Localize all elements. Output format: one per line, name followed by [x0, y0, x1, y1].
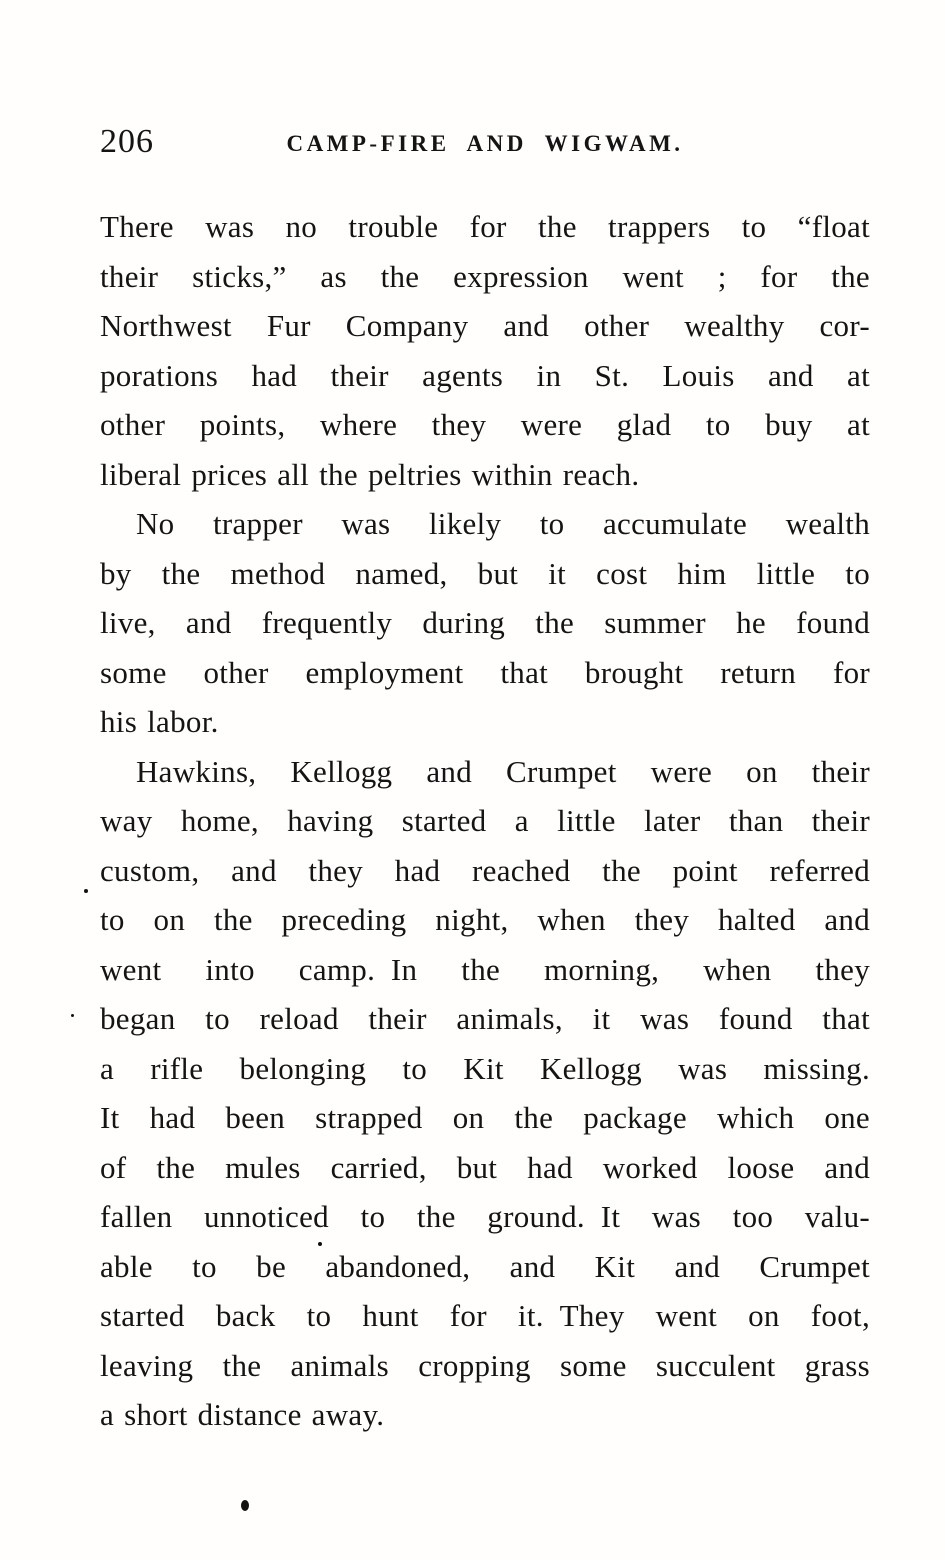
- text-line: way home, having started a little later than their: [100, 803, 870, 838]
- ink-speck: [71, 1014, 74, 1017]
- text-line: other points, where they were glad to buy at: [100, 407, 870, 442]
- text-line: leaving the animals cropping some succulent grass: [100, 1347, 870, 1383]
- text-line: their sticks,” as the expression went ; for the: [100, 258, 870, 294]
- text-line: a short distance away.: [100, 1397, 385, 1432]
- text-line: by the method named, but it cost him little to: [100, 555, 870, 591]
- text-line: Northwest Fur Company and other wealthy cor-: [100, 308, 870, 343]
- text-line: a rifle belonging to Kit Kellogg was missing.: [100, 1050, 870, 1086]
- text-line: liberal prices all the peltries within reach.: [100, 456, 640, 492]
- text-line: live, and frequently during the summer he found: [100, 605, 870, 640]
- text-line: fallen unnoticed to the ground. It was too valu-: [100, 1199, 870, 1234]
- text-line: of the mules carried, but had worked loose and: [100, 1149, 870, 1185]
- text-line: went into camp. In the morning, when they: [100, 951, 870, 987]
- text-line: began to reload their animals, it was found that: [100, 1001, 870, 1036]
- text-line: Hawkins, Kellogg and Crumpet were on their: [136, 753, 870, 789]
- ink-speck: [318, 1242, 322, 1246]
- text-line: started back to hunt for it. They went on foot,: [100, 1298, 870, 1333]
- ink-speck: [84, 889, 88, 893]
- chapter-running-title: CAMP-FIRE AND WIGWAM.: [286, 131, 684, 156]
- text-line: his labor.: [100, 704, 219, 739]
- text-line: custom, and they had reached the point referred: [100, 852, 870, 888]
- text-line: porations had their agents in St. Louis and at: [100, 357, 870, 393]
- text-line: some other employment that brought return for: [100, 654, 870, 690]
- page-number: 206: [100, 123, 154, 160]
- running-head: [100, 122, 870, 162]
- text-line: able to be abandoned, and Kit and Crumpet: [100, 1248, 870, 1284]
- text-line: It had been strapped on the package which one: [100, 1100, 870, 1135]
- body-text: [100, 202, 870, 1440]
- text-line: No trapper was likely to accumulate wealth: [136, 506, 870, 541]
- text-line: to on the preceding night, when they halted and: [100, 902, 870, 937]
- ink-dot: [241, 1500, 249, 1511]
- text-line: There was no trouble for the trappers to “float: [100, 209, 870, 244]
